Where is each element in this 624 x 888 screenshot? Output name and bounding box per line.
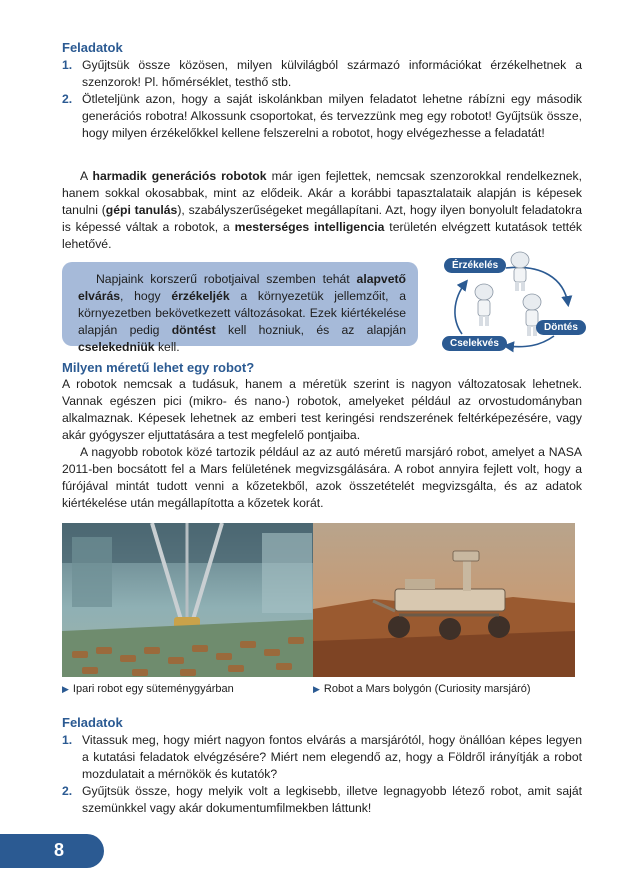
summary-box — [62, 262, 418, 354]
size-paragraph-1: A robotok nemcsak a tudásuk, hanem a méretük szerint is nagyon változatosak lehetnek. Vannak egészen pici (mikro- és nano-) robotok, amelyeket például az orvostudományban alkalmaznak. Képesek lehetnek az emberi test keringési rendszerének feltérképezésére, vagy akár gyógyszer eljuttatására a test megfelelő pontjaiba. — [62, 377, 582, 442]
tasks-heading-2: Feladatok — [62, 715, 123, 730]
summary-text: kell. — [154, 340, 180, 354]
task-number: 2. — [62, 784, 73, 798]
size-section-body — [62, 376, 582, 512]
list-item — [62, 57, 582, 91]
list-item — [62, 91, 582, 142]
summary-term: érzékeljék — [171, 289, 230, 303]
task-number: 1. — [62, 733, 73, 747]
task-text: Gyűjtsük össze közösen, milyen külvilágból származó információkat érzékelhetnek a szenzorok! Pl. hőmérséklet, testhő stb. — [82, 58, 582, 89]
caption-triangle-icon: ▶ — [62, 684, 69, 694]
intro-paragraph — [62, 168, 582, 253]
size-section-heading: Milyen méretű lehet egy robot? — [62, 360, 255, 375]
arrow-act-to-sense — [455, 282, 466, 334]
caption-text: Robot a Mars bolygón (Curiosity marsjáró) — [323, 683, 531, 695]
intro-text: ), szabályszerűségeket megállapítani. Azt, hogy ilyen bonyolult feladatokra is képessé váltak a robotok, a — [62, 203, 582, 234]
list-item — [62, 783, 582, 817]
robot-figure-top — [511, 252, 529, 291]
arrow-decide-to-act — [506, 336, 554, 347]
summary-term: döntést — [171, 323, 216, 337]
task-text: Ötleteljünk azon, hogy a saját iskolánkban milyen feladatot lehetne rábízni egy második generációs robotra! Alkossunk csoportokat, és tervezzünk meg egy robotot! Gyűjtsük össze, hogy milyen érzékelőkkel kellene felszerelni a robotot, hogy elvégezhesse a feladatát! — [82, 92, 582, 140]
summary-text: a környezetük jellemzőit, a környezetben bekövetkezett változásokat. Ezek kiértékelése alapján pedig — [78, 289, 406, 337]
mars-rover-photo — [313, 523, 575, 677]
caption-mars-rover — [313, 683, 531, 695]
caption-triangle-icon: ▶ — [313, 684, 320, 694]
intro-text: A — [80, 169, 93, 183]
tasks-heading: Feladatok — [62, 40, 123, 55]
label-act: Cselekvés — [442, 336, 507, 351]
summary-text: kell hozniuk, és az alapján — [215, 323, 406, 337]
task-text: Gyűjtsük össze, hogy melyik volt a legkisebb, illetve legnagyobb létező robot, amit saját szemünkkel vagy akár dokumentumfilmekben láttunk! — [82, 784, 582, 815]
task-number: 2. — [62, 92, 73, 106]
task-number: 1. — [62, 58, 73, 72]
intro-text: területén elvégzett kutatások tették lehetővé. — [62, 220, 582, 251]
page-number-tab — [0, 834, 104, 868]
tasks-list-1 — [62, 57, 582, 142]
summary-term: cselekedniük — [78, 340, 155, 354]
caption-industrial-robot — [62, 683, 234, 695]
industrial-robot-photo — [62, 523, 324, 677]
tasks-list-2 — [62, 732, 582, 817]
size-paragraph-2: A nagyobb robotok közé tartozik például az az autó méretű marsjáró robot, amelyet a NASA 2011-ben bocsátott fel a Mars felületének megvizsgálására. A robot annyira fejlett volt, hogy a fúrójával mintát tudott venni a kőzetekből, azok összetételét megvizsgálta, és az adatok kiértékelése után megállapította a kőzetek korát. — [62, 445, 582, 510]
page-number: 8 — [54, 840, 65, 860]
term-third-generation: harmadik generációs robotok — [92, 169, 267, 183]
list-item — [62, 732, 582, 783]
term-ai: mesterséges intelligencia — [234, 220, 385, 234]
summary-text: Napjaink korszerű robotjaival szemben tehát — [96, 272, 357, 286]
caption-text: Ipari robot egy süteménygyárban — [72, 683, 234, 695]
summary-term: alapvető elvárás — [78, 272, 406, 303]
sense-decide-act-diagram — [436, 246, 596, 354]
label-sense: Érzékelés — [444, 258, 506, 273]
label-decide: Döntés — [536, 320, 586, 335]
term-machine-learning: gépi tanulás — [105, 203, 178, 217]
summary-text: , hogy — [120, 289, 172, 303]
task-text: Vitassuk meg, hogy miért nagyon fontos elvárás a marsjárótól, hogy önállóan képes legyen a kutatási feladatok elvégzésére? Miért nem elegendő az, hogy a Földről irányítják a robot mozdulatait a mérnökök és kutatók? — [82, 733, 582, 781]
intro-text: már igen fejlettek, nemcsak szenzorokkal rendelkeznek, hanem sokkal okosabbak, mint az elődeik. Akár a korábbi tapasztalataik alapján is képesek tanulni ( — [62, 169, 582, 217]
robot-figure-left — [475, 284, 493, 326]
